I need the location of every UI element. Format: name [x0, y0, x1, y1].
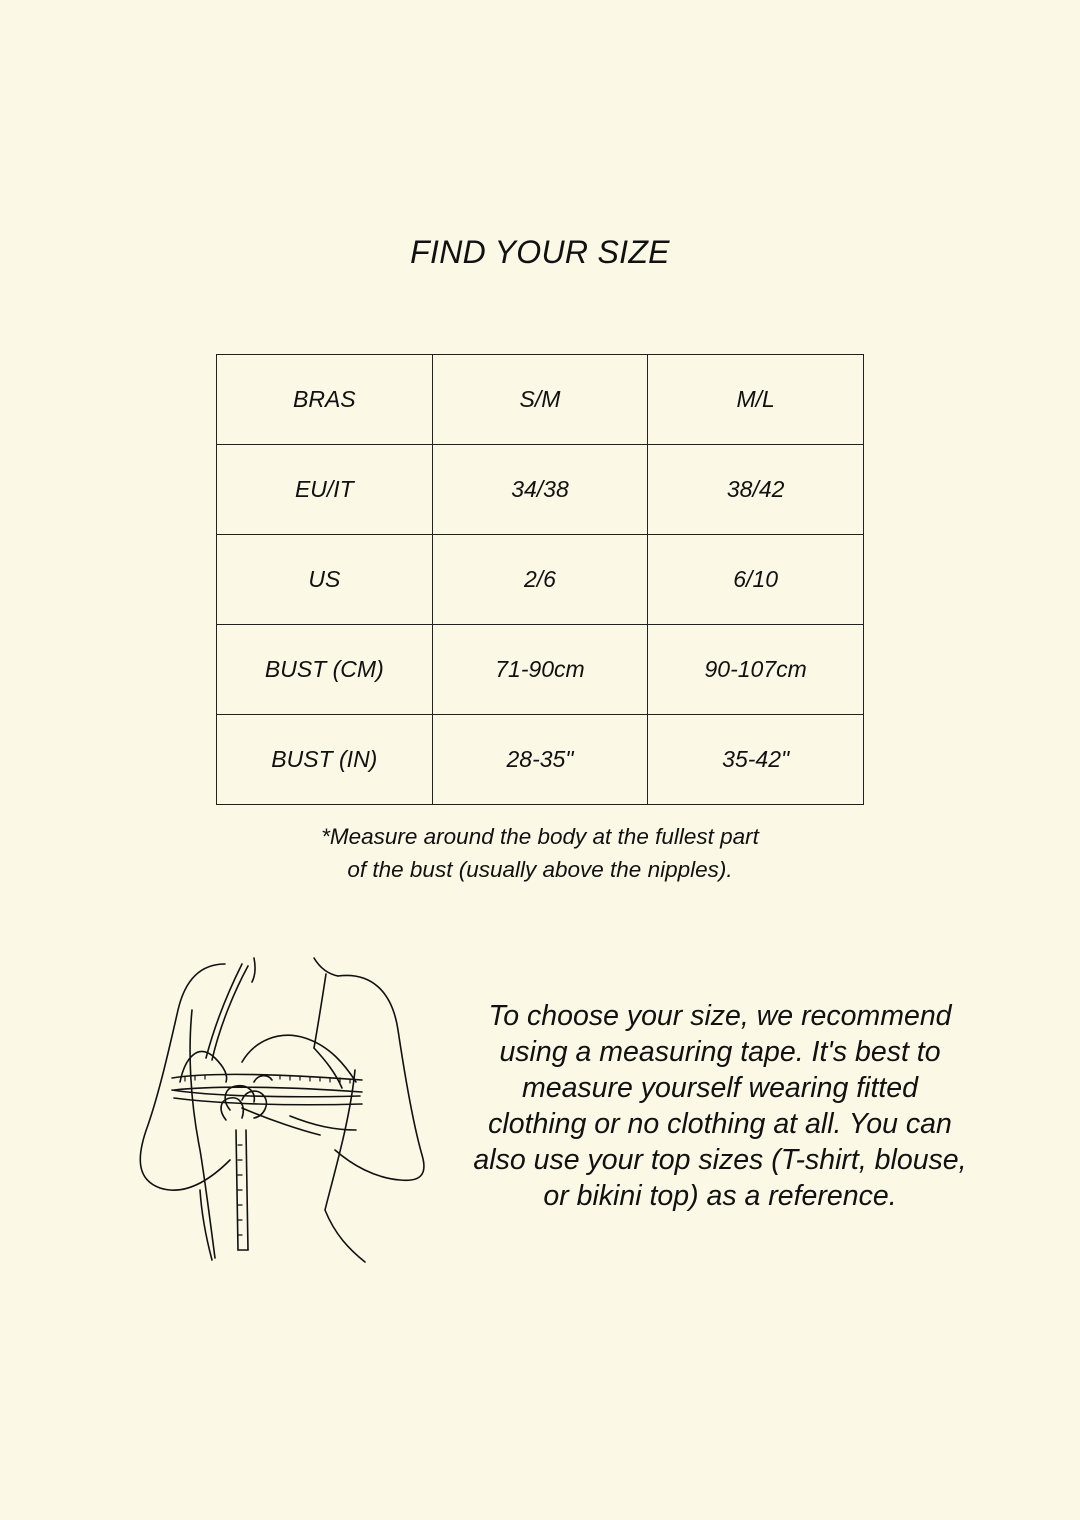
row-header-cell: BUST (IN) — [217, 715, 433, 805]
table-row — [217, 625, 864, 715]
measurement-instructions: To choose your size, we recommend using a measuring tape. It's best to measure yourself wearing fitted clothing or no clothing at all. You can also use your top sizes (T-shirt, blouse, or bikini top) as a reference. — [473, 1000, 967, 1212]
table-cell: 71-90cm — [432, 625, 648, 715]
table-cell: 90-107cm — [648, 625, 864, 715]
footnote-line: of the bust (usually above the nipples). — [347, 857, 733, 882]
row-header-cell: BRAS — [217, 355, 433, 445]
measurement-footnote — [0, 820, 1080, 886]
row-header-cell: EU/IT — [217, 445, 433, 535]
table-row — [217, 445, 864, 535]
table-cell: 35-42" — [648, 715, 864, 805]
table-cell: 2/6 — [432, 535, 648, 625]
table-cell: 34/38 — [432, 445, 648, 535]
table-cell: S/M — [432, 355, 648, 445]
table-row — [217, 355, 864, 445]
table-cell: M/L — [648, 355, 864, 445]
row-header-cell: US — [217, 535, 433, 625]
table-cell: 38/42 — [648, 445, 864, 535]
row-header-cell: BUST (CM) — [217, 625, 433, 715]
table-cell: 6/10 — [648, 535, 864, 625]
page-title: FIND YOUR SIZE — [410, 234, 670, 270]
table-cell: 28-35" — [432, 715, 648, 805]
measuring-tape-bust-illustration — [130, 950, 440, 1270]
size-chart-table — [216, 354, 864, 805]
footnote-line: *Measure around the body at the fullest part — [321, 824, 759, 849]
table-row — [217, 715, 864, 805]
table-row — [217, 535, 864, 625]
